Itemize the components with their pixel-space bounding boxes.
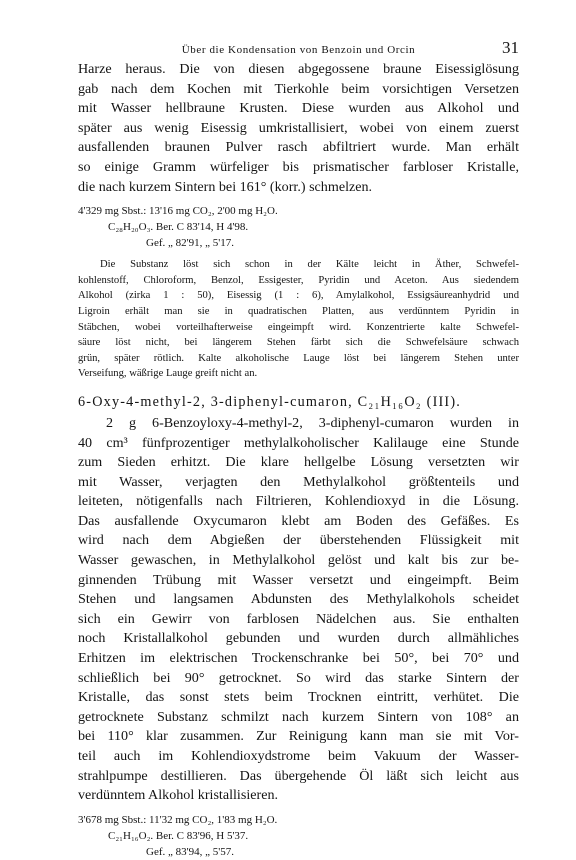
analysis-line: 4'329 mg Sbst.: 13'16 mg CO₂, 2'00 mg H₂O.: [78, 205, 278, 218]
text-line: bei 110° klar zusammen. Zur Reinigung kann man sie mit Vor-: [78, 728, 519, 745]
page-header: [78, 38, 519, 60]
text-line: wird nach dem Abgießen der überstehenden Flüssigkeit mit: [78, 532, 519, 549]
text-line: teil auch im Kohlendioxydstrome beim Vakuum der Wasser-: [78, 748, 519, 764]
section-heading: 6-Oxy-4-methyl-2, 3-diphenyl-cumaron, C₂₁H₁₆O₂ (III).: [78, 393, 462, 410]
text-line: ginnenden Trübung mit Wasser versetzt und eingeimpft. Beim: [78, 571, 519, 588]
text-line: Harze heraus. Die von diesen abgegossene braune Eisessiglösung: [78, 61, 519, 77]
analysis-line: 3'678 mg Sbst.: 11'32 mg CO₂, 1'83 mg H₂O.: [78, 813, 278, 826]
note-line: Die Substanz löst sich schon in der Kälte leicht in Äther, Schwefel-: [100, 259, 519, 271]
text-line: Stehen und langsamen Abdunsten des Methylalkohols scheidet: [78, 591, 519, 608]
page-number: 31: [502, 38, 519, 57]
elemental-analysis-1: [78, 203, 519, 251]
text-line: schließlich bei 90° getrocknet. So wird das starke Sintern der: [78, 669, 519, 686]
paragraph-preparation: [78, 414, 519, 806]
text-line: die nach kurzem Sintern bei 161° (korr.) schmelzen.: [78, 178, 373, 195]
analysis-line: Gef. „ 83'94, „ 5'57.: [146, 845, 234, 858]
text-line: mit Wasser, verjagten den Methylalkohol größtenteils und: [78, 473, 519, 490]
text-line: Das ausfallende Oxycumaron klebt am Boden des Gefäßes. Es: [78, 512, 519, 529]
text-line: gab nach dem Kochen mit Tierkohle beim vorsichtigen Versetzen: [78, 80, 519, 97]
analysis-line: C₂₈H₂₀O₃. Ber. C 83'14, H 4'98.: [108, 221, 249, 234]
analysis-line: C₂₁H₁₆O₂. Ber. C 83'96, H 5'37.: [108, 829, 249, 842]
text-line: zum Sieden erhitzt. Die klare hellgelbe Lösung versetzten wir: [78, 454, 519, 471]
text-line: so einige Gramm würfeliger bis prismatischer farbloser Kristalle,: [78, 158, 519, 175]
small-print-note: [78, 257, 519, 382]
note-line: Alkohol (zirka 1 : 50), Eisessig (1 : 6), Amylalkohol, Essigsäureanhydrid und: [78, 290, 519, 302]
note-line: säure löst nicht, bei längerem Stehen färbt sich die Schwefelsäure schwach: [78, 337, 519, 349]
text-line: noch Kristallalkohol gebunden und wurden durch allmähliches: [78, 630, 519, 647]
note-line: Stäbchen, wobei vorteilhafterweise eingeimpft wird. Konzentrierte kalte Schwefel-: [78, 321, 519, 333]
note-line: grün, später rötlich. Kalte alkoholische Lauge löst bei längerem Stehen unter: [78, 352, 519, 364]
text-line: getrocknete Substanz schmilzt nach kurzem Sintern von 108° an: [78, 708, 519, 725]
running-title: Über die Kondensation von Benzoin und Orcin: [181, 44, 416, 56]
text-line: ausfallenden braunen Pulver rasch abfiltriert wurde. Man erhält: [78, 139, 519, 156]
note-line: Ligroin erhält man sie in quadratischen Platten, aus verdünntem Pyridin in: [78, 305, 519, 317]
elemental-analysis-2: [78, 812, 519, 860]
text-line: mit Wasser hellbraune Krusten. Diese wurden aus Alkohol und: [78, 100, 519, 117]
text-line: sich ein Gewirr von farblosen Nädelchen aus. Sie enthalten: [78, 610, 519, 627]
text-line: Wasser gewaschen, in Methylalkohol gelöst und kalt bis zur be-: [78, 552, 519, 569]
note-line: Verseifung, wäßrige Lauge greift nicht an.: [78, 368, 258, 380]
analysis-line: Gef. „ 82'91, „ 5'17.: [146, 237, 234, 250]
text-line: später aus wenig Eisessig umkristallisiert, wobei von einem zuerst: [78, 119, 519, 136]
text-line: leiteten, nötigenfalls nach Filtrieren, Kohlendioxyd in die Lösung.: [78, 493, 519, 510]
text-line: Kristalle, das sonst stets beim Trocknen eintritt, verhütet. Die: [78, 689, 519, 706]
text-line: 40 cm³ fünfprozentiger methylalkoholischer Kalilauge eine Stunde: [78, 434, 519, 451]
note-line: kohlenstoff, Chloroform, Benzol, Essigester, Pyridin und Aceton. Aus siedendem: [78, 274, 519, 286]
text-line: strahlpumpe destillieren. Das übergehende Öl läßt sich leicht aus: [78, 767, 519, 784]
text-line: verdünntem Alkohol kristallisieren.: [78, 787, 279, 804]
text-line: 2 g 6-Benzoyloxy-4-methyl-2, 3-diphenyl-cumaron wurden in: [106, 414, 519, 431]
text-line: Erhitzen im elektrischen Trockenschranke bei 50°, bei 70° und: [78, 650, 519, 667]
paragraph-continuation: [78, 60, 519, 197]
